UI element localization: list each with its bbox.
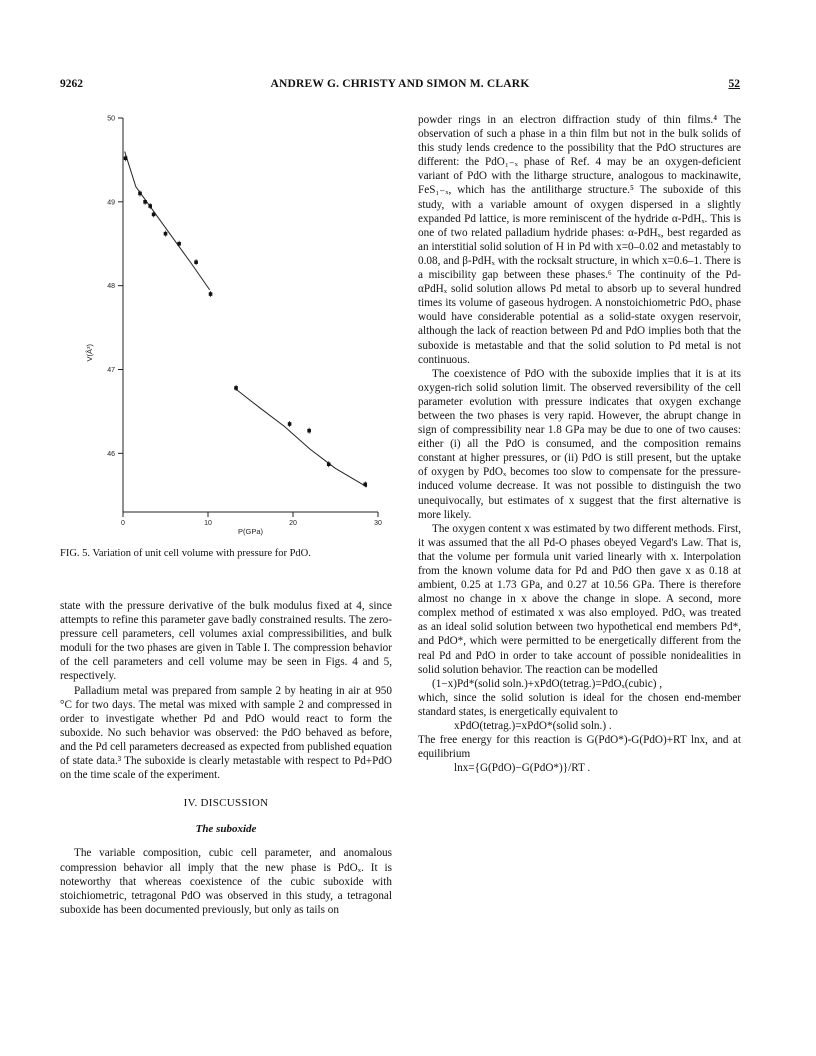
x-tick-label: 20 xyxy=(289,520,297,527)
y-tick-label: 46 xyxy=(107,450,115,458)
equation: (1−x)Pd*(solid soln.)+xPdO(tetrag.)=PdOₓ(cubic) , xyxy=(432,677,663,690)
equation: xPdO(tetrag.)=xPdO*(solid soln.) . xyxy=(454,720,612,733)
paragraph: The free energy for this reaction is G(PdO*)-G(PdO)+RT lnx, and at equilibrium xyxy=(418,734,741,761)
fit-curve xyxy=(234,388,367,487)
running-title: ANDREW G. CHRISTY AND SIMON M. CLARK xyxy=(270,78,530,90)
subsection-heading: The suboxide xyxy=(195,823,257,836)
paragraph: Palladium metal was prepared from sample 2 by heating in air at 950 °C for two days. The metal was mixed with sample 2 and compressed in order to investigate whether Pd and PdO would react to form the suboxide. No such behavior was observed: the PdO behaved as before, and the Pd cell parameters decreased as expected from published equation of state data.³ The suboxide is clearly metastable with respect to Pd+PdO on the time scale of the experiment. xyxy=(60,684,392,782)
right-column xyxy=(418,113,741,775)
equation: lnx={G(PdO)−G(PdO*)}/RT . xyxy=(454,762,591,775)
y-tick-label: 48 xyxy=(107,283,115,291)
y-tick-label: 50 xyxy=(107,115,115,123)
y-tick-label: 47 xyxy=(107,366,115,374)
figure-caption: FIG. 5. Variation of unit cell volume with pressure for PdO. xyxy=(60,548,311,559)
x-axis-label: P(GPa) xyxy=(237,527,264,536)
chart-svg xyxy=(78,108,388,538)
x-tick-label: 10 xyxy=(204,520,212,527)
fit-curve xyxy=(125,152,210,290)
paragraph: state with the pressure derivative of the bulk modulus fixed at 4, since attempts to refine this parameter gave badly constrained results. The zero-pressure cell parameters, cell volumes axial compressibilities, and bulk moduli for the two phases are given in Table I. The compression behavior of the cell parameters and cell volume may be seen in Figs. 4 and 5, respectively. xyxy=(60,600,392,683)
paragraph: The oxygen content x was estimated by two different methods. First, it was assumed that the all Pd-O phases obeyed Vegard's Law. That is, that the volume per formula unit varied linearly with x. Interpolation from the known volume data for Pd and PdO then gave x as 0.18 at ambient, 0.25 at 1.73 GPa, and 0.27 at 10.56 GPa. There is therefore almost no change in x above the change in slope. A second, more complex method of estimated x was also employed. PdOₓ was treated as an ideal solid solution between two hypothetical end members Pd*, and PdO*, which were permitted to be energetically different from the real Pd and PdO in order to take account of possible nonidealities in solid solution behavior. The reaction can be modelled xyxy=(418,522,741,676)
left-column xyxy=(60,599,392,917)
page-number: 9262 xyxy=(60,78,83,90)
paragraph: The variable composition, cubic cell parameter, and anomalous compression behavior all imply that the new phase is PdOₓ. It is noteworthy that whereas coexistence of the cubic suboxide with stoichiometric, tetragonal PdO was observed in this study, a tetragonal suboxide has been documented previously, but only as tails on xyxy=(60,847,392,916)
x-tick-label: 30 xyxy=(374,520,382,527)
section-heading: IV. DISCUSSION xyxy=(183,797,269,810)
y-tick-label: 49 xyxy=(107,199,115,207)
paragraph: The coexistence of PdO with the suboxide implies that it is at its oxygen-rich solid solution limit. The observed reversibility of the cell parameter evolution with pressure indicates that oxygen exchange between the two phases is very rapid. However, the abrupt change in sign of compressibility near 1.8 GPa may be due to one of two causes: either (i) all the PdO is consumed, and the composition remains constant at higher pressures, or (ii) PdO is still present, but the uptake of oxygen by PdOₓ becomes too slow to compensate for the pressure-induced volume decrease. It was not possible to distinguish the two unequivocally, but estimates of x suggest that the first alternative is more likely. xyxy=(418,367,741,521)
paragraph: powder rings in an electron diffraction study of thin films.⁴ The observation of such a phase in a thin film but not in the bulk solids of this study lends credence to the possibility that the PdO structures are different: the PdO₁₋ₓ phase of Ref. 4 may be an oxygen-deficient variant of PdO with the litharge structure, analogous to mackinawite, FeS₁₋ₓ, which has the antilitharge structure.⁵ The suboxide of this study, with a variable amount of oxygen dispersed in a slightly expanded Pd lattice, is more reminiscent of the hydride α-PdHₓ. This is one of two related palladium hydride phases: α-PdHₓ, best regarded as an interstitial solid solution of H in Pd with x=0–0.02 and metastably to 0.08, and β-PdHₓ with the rocksalt structure, in which x=0.6–1. There is a miscibility gap between these phases.⁶ The continuity of the Pd-αPdHₓ solid solution allows Pd metal to absorb up to several hundred times its volume of gaseous hydrogen. A nonstoichiometric PdOₓ phase would have considerable potential as a solid-state oxygen reservoir, although the lack of reaction between Pd and PdO implies both that the suboxide is metastable and that the solid solution to Pd metal is not continuous. xyxy=(418,114,741,366)
running-header xyxy=(60,78,740,94)
paragraph: which, since the solid solution is ideal for the chosen end-member standard states, is energetically equivalent to xyxy=(418,691,741,718)
y-axis-label: V(Å³) xyxy=(85,343,94,362)
figure-5-chart xyxy=(78,108,388,538)
volume-number: 52 xyxy=(728,78,740,90)
x-tick-label: 0 xyxy=(121,520,125,527)
